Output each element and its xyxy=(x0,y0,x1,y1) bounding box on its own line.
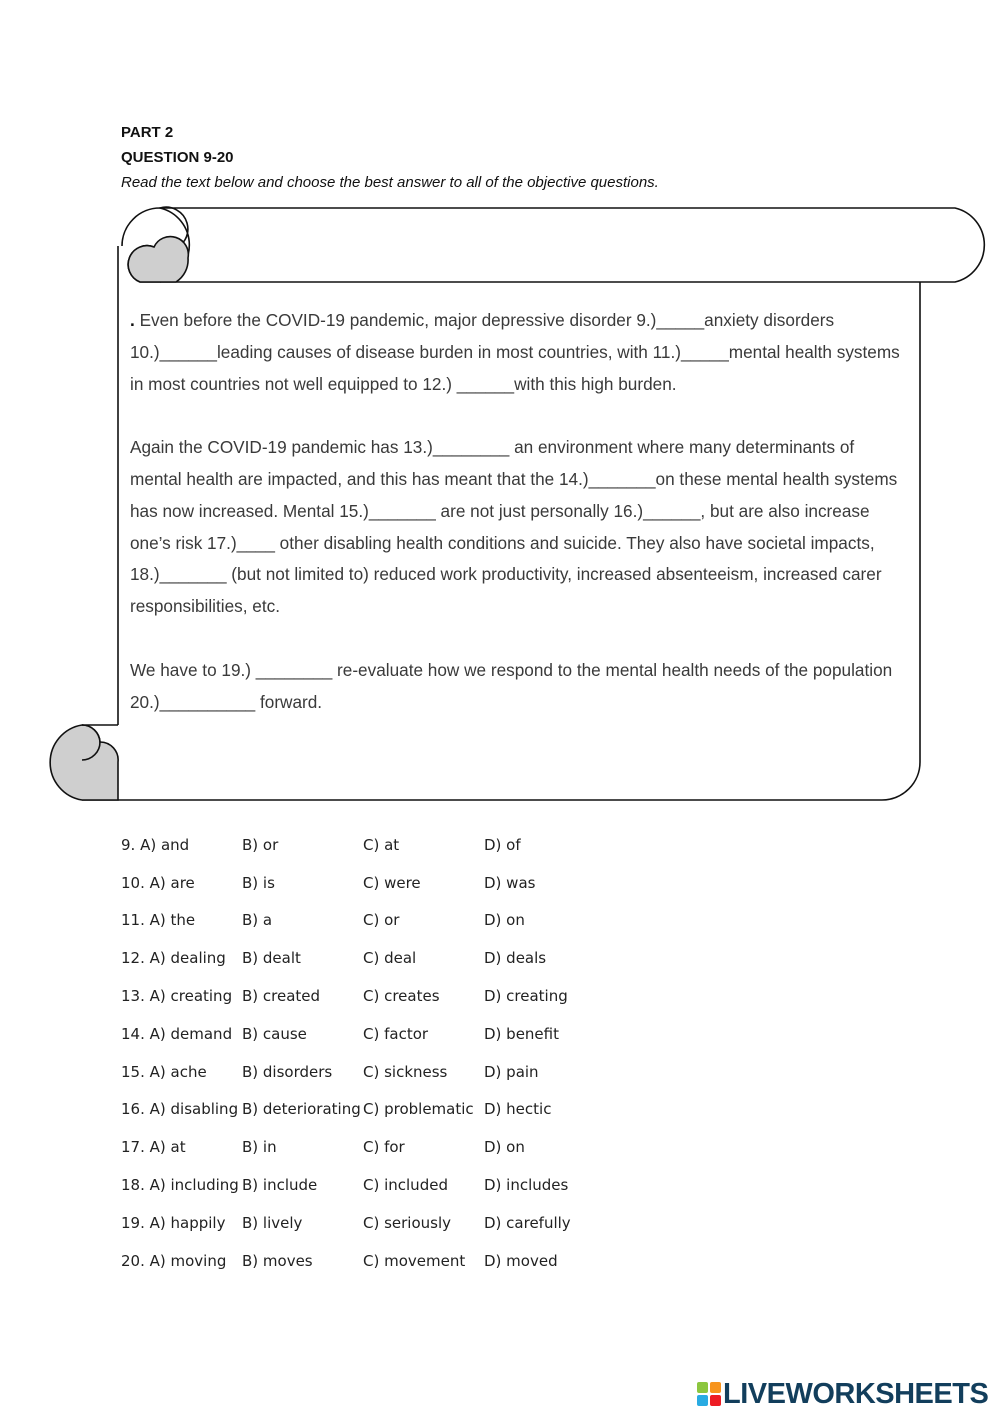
option-c: C) at xyxy=(363,835,400,854)
option-a: 19. A) happily xyxy=(121,1213,226,1232)
option-b: B) include xyxy=(242,1176,318,1195)
instruction-text: Read the text below and choose the best answer to all of the objective questions. xyxy=(121,174,659,191)
logo-mark-icon xyxy=(697,1382,721,1406)
option-a: 10. A) are xyxy=(121,873,195,892)
question-row xyxy=(121,902,605,940)
option-b: B) a xyxy=(242,911,273,930)
scroll-top-roll xyxy=(160,208,984,282)
question-row xyxy=(121,977,605,1015)
option-c: C) movement xyxy=(363,1251,466,1270)
part-label: PART 2 xyxy=(121,124,174,141)
bottom-curl-shade xyxy=(50,725,118,800)
option-c: C) deal xyxy=(363,949,417,968)
option-a: 12. A) dealing xyxy=(121,949,226,968)
question-row xyxy=(121,939,605,977)
brand-name: LIVEWORKSHEETS xyxy=(723,1377,989,1410)
question-row xyxy=(121,1091,605,1129)
passage-paragraph-1: . Even before the COVID-19 pandemic, major depressive disorder 9.)_____anxiety disorders 10.)______leading causes of disease burden in most countries, with 11.)_____mental health systems in most countries not well equipped to 12.) ______with this high burden. xyxy=(130,305,910,400)
option-a: 20. A) moving xyxy=(121,1251,227,1270)
option-b: B) lively xyxy=(242,1213,303,1232)
question-row xyxy=(121,1053,605,1091)
option-c: C) included xyxy=(363,1176,448,1195)
liveworksheets-logo xyxy=(697,1377,988,1411)
option-b: B) deteriorating xyxy=(242,1100,361,1119)
option-a: 9. A) and xyxy=(121,835,190,854)
option-d: D) deals xyxy=(484,949,547,968)
option-c: C) factor xyxy=(363,1024,429,1043)
option-b: B) moves xyxy=(242,1251,313,1270)
question-row xyxy=(121,864,605,902)
option-a: 16. A) disabling xyxy=(121,1100,239,1119)
top-curl-shade xyxy=(128,237,188,282)
option-b: B) or xyxy=(242,835,279,854)
option-c: C) seriously xyxy=(363,1213,452,1232)
option-c: C) problematic xyxy=(363,1100,474,1119)
option-d: D) includes xyxy=(484,1176,569,1195)
passage-paragraph-3: We have to 19.) ________ re-evaluate how we respond to the mental health needs of the population 20.)__________ forward. xyxy=(130,659,893,712)
option-a: 14. A) demand xyxy=(121,1024,233,1043)
option-b: B) is xyxy=(242,873,275,892)
logo-tile-blue xyxy=(697,1395,708,1406)
option-d: D) creating xyxy=(484,987,568,1006)
option-b: B) created xyxy=(242,987,321,1006)
option-b: B) cause xyxy=(242,1024,307,1043)
option-d: D) of xyxy=(484,835,521,854)
option-d: D) on xyxy=(484,911,525,930)
option-b: B) in xyxy=(242,1138,277,1157)
logo-tile-green xyxy=(697,1382,708,1393)
logo-tile-red xyxy=(710,1395,721,1406)
option-c: C) for xyxy=(363,1138,405,1157)
option-d: D) on xyxy=(484,1138,525,1157)
option-a: 13. A) creating xyxy=(121,987,233,1006)
option-d: D) was xyxy=(484,873,536,892)
reading-passage xyxy=(130,305,910,750)
option-a: 15. A) ache xyxy=(121,1062,207,1081)
passage-paragraph-2: Again the COVID-19 pandemic has 13.)________ an environment where many determinants of mental health are impacted, and this has meant that the 14.)_______on these mental health systems has now increased. Mental 15.)_______ are not just personally 16.)______, but are also increase one’s risk 17.)____ other disabling health conditions and suicide. They also have societal impacts, 18.)_______ (but not limited to) reduced work productivity, increased absenteeism, increased carer responsibilities, etc. xyxy=(130,437,898,617)
question-row xyxy=(121,1128,605,1166)
question-row xyxy=(121,1166,605,1204)
option-a: 18. A) including xyxy=(121,1176,239,1195)
logo-tile-orange xyxy=(710,1382,721,1393)
option-d: D) benefit xyxy=(484,1024,559,1043)
question-range: QUESTION 9-20 xyxy=(121,149,234,166)
question-row xyxy=(121,1015,605,1053)
option-b: B) dealt xyxy=(242,949,301,968)
option-b: B) disorders xyxy=(242,1062,333,1081)
option-c: C) creates xyxy=(363,987,440,1006)
option-d: D) pain xyxy=(484,1062,539,1081)
option-c: C) or xyxy=(363,911,400,930)
option-a: 11. A) the xyxy=(121,911,196,930)
option-a: 17. A) at xyxy=(121,1138,186,1157)
option-d: D) hectic xyxy=(484,1100,552,1119)
question-row xyxy=(121,1204,605,1242)
question-row xyxy=(121,1242,605,1280)
question-list xyxy=(121,826,605,1280)
option-c: C) were xyxy=(363,873,421,892)
option-d: D) carefully xyxy=(484,1213,571,1232)
option-d: D) moved xyxy=(484,1251,558,1270)
option-c: C) sickness xyxy=(363,1062,448,1081)
question-row xyxy=(121,826,605,864)
